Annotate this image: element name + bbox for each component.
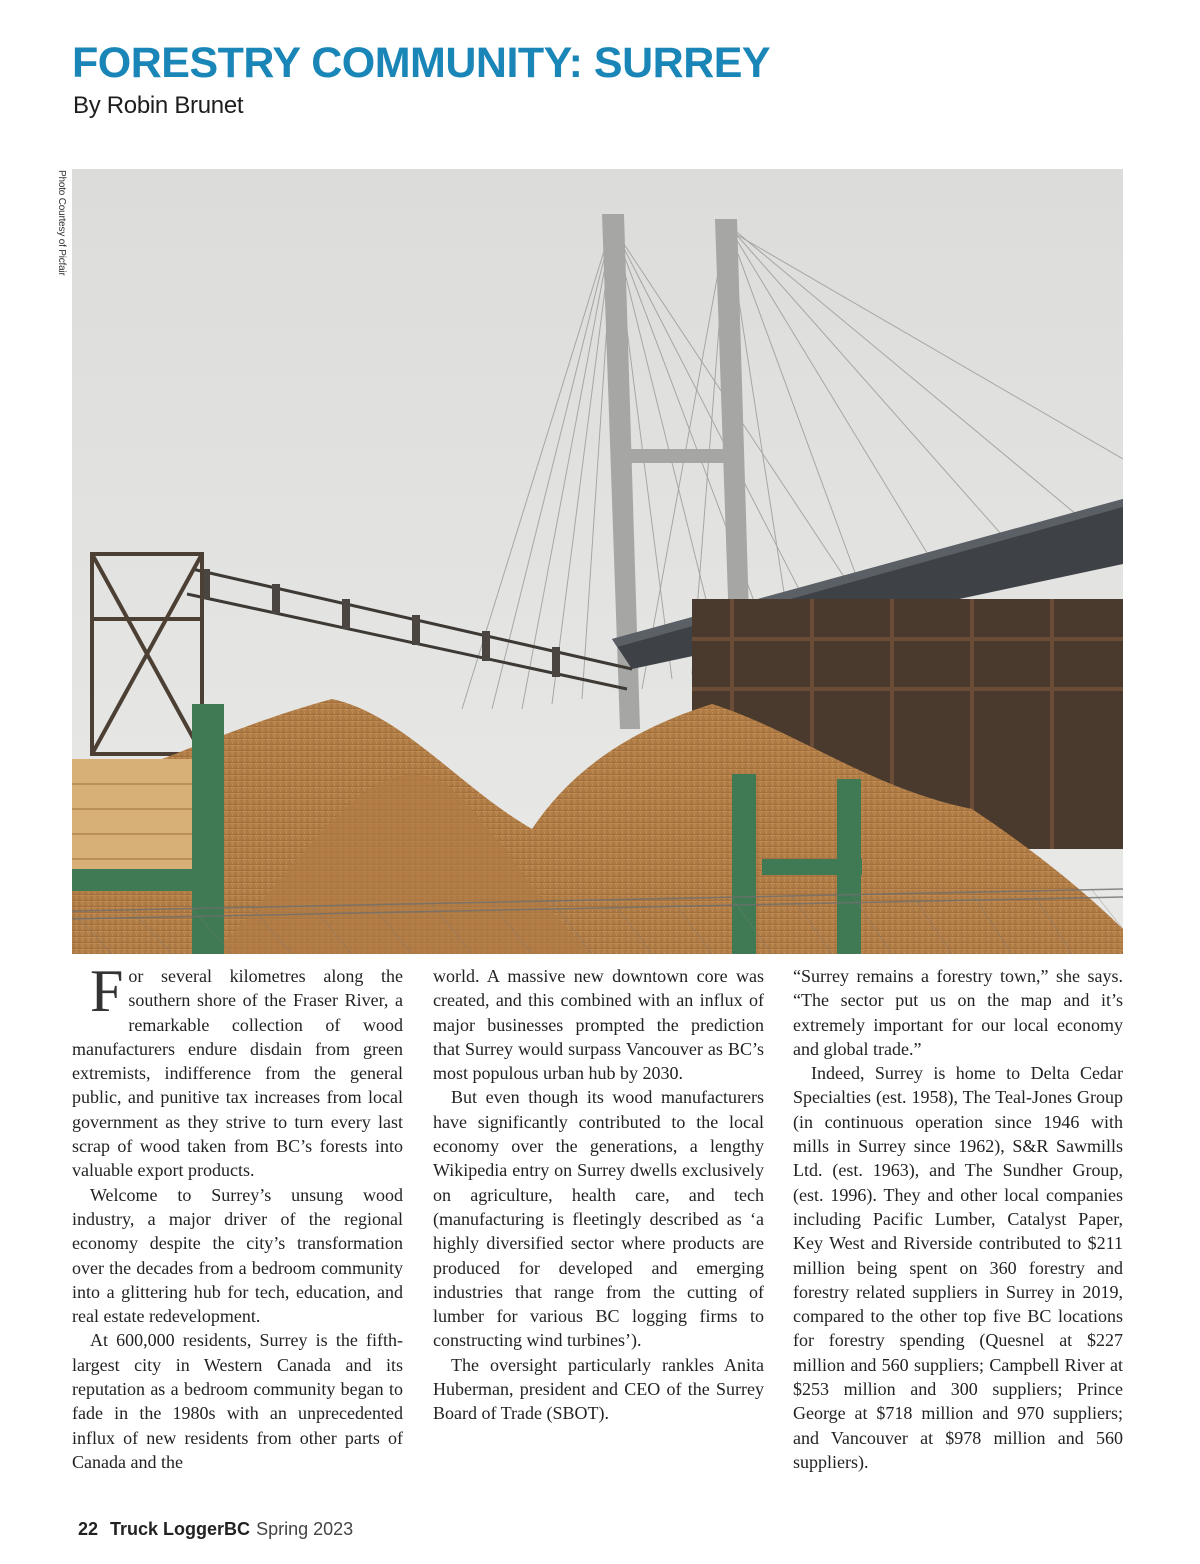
column-3 <box>793 964 1123 1474</box>
paragraph <box>72 958 403 1183</box>
paragraph: But even though its wood manufacturers have significantly contributed to the local economy over the generations, a lengthy Wikipedia entry on Surrey dwells exclusively on agriculture, health care, and tech (manufacturing is fleetingly described as ‘a highly diversified sector where products are produced for developed and emerging industries that range from the cutting of lumber for various BC logging firms to constructing wind turbines’). <box>433 1087 764 1351</box>
column-2 <box>433 964 764 1426</box>
feature-photo <box>72 169 1123 954</box>
paragraph: “Surrey remains a forestry town,” she says. “The sector put us on the map and it’s extremely important for our local economy and global trade.” <box>793 966 1123 1059</box>
magazine-name: Truck LoggerBC <box>110 1519 251 1539</box>
paragraph: The oversight particularly rankles Anita Huberman, president and CEO of the Surrey Board of Trade (SBOT). <box>433 1354 764 1424</box>
page-number: 22 <box>78 1519 99 1539</box>
article-title: FORESTRY COMMUNITY: SURREY <box>72 39 771 87</box>
byline: By Robin Brunet <box>73 92 244 119</box>
paragraph: world. A massive new downtown core was created, and this combined with an influx of major businesses prompted the prediction that Surrey would surpass Vancouver as BC’s most populous urban hub by 2030. <box>433 966 764 1084</box>
issue-date: Spring 2023 <box>256 1519 354 1539</box>
column-1 <box>72 958 403 1474</box>
bridge-wood-chips-photo-icon <box>72 169 1123 954</box>
paragraph: Indeed, Surrey is home to Delta Cedar Specialties (est. 1958), The Teal-Jones Group (in continuous operation since 1946 with mills in Surrey since 1962), S&R Sawmills Ltd. (est. 1963), and The Sundher Group, (est. 1996). They and other local companies including Pacific Lumber, Catalyst Paper, Key West and Riverside contributed to $211 million being spent on 360 forestry and forestry related suppliers in Surrey in 2019, compared to the other top five BC locations for forestry spending (Quesnel at $227 million and 560 suppliers; Campbell River at $253 million and 300 suppliers; Prince George at $718 million and 970 suppliers; and Vancouver at $978 million and 560 suppliers). <box>793 1063 1123 1472</box>
paragraph-text: or several kilometres along the southern shore of the Fraser River, a remarkable collection of wood manufacturers endure disdain from green extremists, indifference from the general public, and punitive tax increases from local government as they strive to turn every last scrap of wood taken from BC’s forests into valuable export products. <box>72 966 403 1181</box>
paragraph: Welcome to Surrey’s unsung wood industry, a major driver of the regional economy despite the city’s transformation over the decades from a bedroom community into a glittering hub for tech, education, and real estate redevelopment. <box>72 1184 403 1327</box>
paragraph: At 600,000 residents, Surrey is the fifth-largest city in Western Canada and its reputation as a bedroom community began to fade in the 1980s with an unprecedented influx of new residents from other parts of Canada and the <box>72 1330 403 1472</box>
page-footer <box>78 1519 353 1540</box>
photo-credit: Photo Courtesy of Picfair <box>56 170 67 276</box>
drop-cap: F <box>90 958 124 1024</box>
